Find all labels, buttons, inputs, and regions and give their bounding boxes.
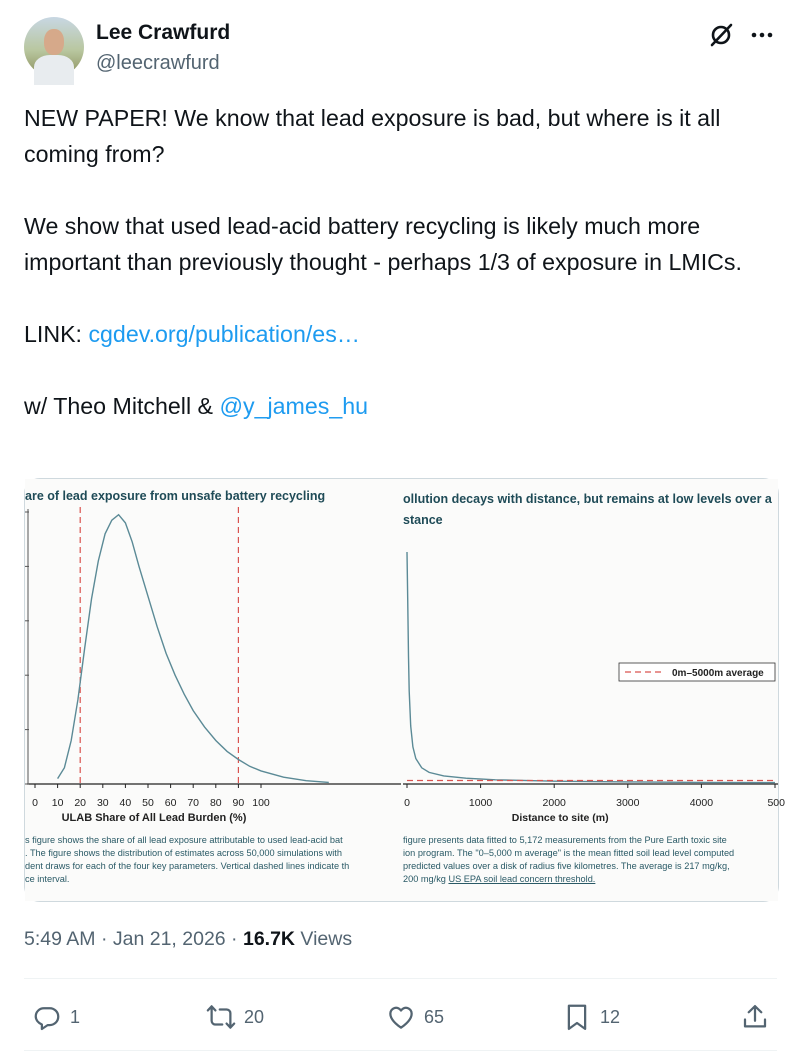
x-tick-label: 90 xyxy=(232,797,245,809)
chart-title-line: stance xyxy=(403,513,443,527)
x-tick-label: 0 xyxy=(32,797,38,809)
x-tick-label: 70 xyxy=(187,797,200,809)
x-tick-label: 3000 xyxy=(616,797,640,809)
divider xyxy=(24,978,777,979)
avatar-face xyxy=(44,29,64,55)
x-tick-label: 80 xyxy=(209,797,222,809)
x-tick-label: 40 xyxy=(119,797,132,809)
tweet-paragraph-1: NEW PAPER! We know that lead exposure is bad, but where is it all coming from? xyxy=(24,105,721,167)
link-prefix: LINK: xyxy=(24,321,89,347)
more-options-icon[interactable] xyxy=(748,22,776,48)
x-tick-label: 500 xyxy=(767,797,785,809)
caption-line: dent draws for each of the four key parameters. Vertical dashed lines indicate th xyxy=(25,861,350,871)
coauthors-prefix: w/ Theo Mitchell & xyxy=(24,393,220,419)
grok-icon[interactable] xyxy=(708,22,734,48)
legend-label: 0m–5000m average xyxy=(672,668,764,679)
x-tick-label: 100 xyxy=(252,797,270,809)
decay-chart xyxy=(403,479,785,824)
density-chart xyxy=(25,479,401,824)
chart-caption xyxy=(403,834,734,886)
tweet-link-line xyxy=(24,316,779,352)
chart-image-right[interactable] xyxy=(403,479,785,901)
reply-button[interactable] xyxy=(32,1000,80,1034)
repost-button[interactable] xyxy=(206,1000,264,1034)
x-tick-label: 30 xyxy=(96,797,109,809)
x-axis-label: Distance to site (m) xyxy=(511,812,609,824)
x-tick-label: 50 xyxy=(142,797,154,809)
tweet-paragraph-2: We show that used lead-acid battery recycling is likely much more important than previously thought - perhaps 1/3 of exposure in LMICs. xyxy=(24,213,742,275)
chart-title-line: ollution decays with distance, but remains at low levels over a xyxy=(403,492,772,506)
bookmark-button[interactable] xyxy=(562,1000,620,1034)
x-tick-label: 1000 xyxy=(468,797,493,809)
author-name[interactable]: Lee Crawfurd xyxy=(96,21,231,44)
reply-count: 1 xyxy=(70,1006,81,1027)
reply-icon xyxy=(32,1002,62,1032)
media-container[interactable] xyxy=(24,478,785,902)
like-count: 65 xyxy=(424,1006,445,1027)
x-tick-label: 60 xyxy=(164,797,177,809)
avatar[interactable] xyxy=(24,17,84,77)
post-time[interactable]: 5:49 AM · Jan 21, 2026 · xyxy=(24,928,243,950)
share-button[interactable] xyxy=(740,1000,770,1034)
chart-image-left[interactable] xyxy=(25,479,401,901)
share-icon xyxy=(740,1002,770,1032)
paper-link[interactable]: cgdev.org/publication/es… xyxy=(88,321,360,347)
views-label: Views xyxy=(295,928,353,950)
caption-line: ce interval. xyxy=(25,874,70,884)
caption-line: predicted values over a disk of radius five kilometres. The average is 217 mg/kg, xyxy=(403,861,730,871)
x-tick-label: 2000 xyxy=(542,797,566,809)
author-handle[interactable]: @leecrawfurd xyxy=(96,52,220,74)
bookmark-icon xyxy=(562,1002,592,1032)
x-axis-label: ULAB Share of All Lead Burden (%) xyxy=(61,812,247,824)
tweet-coauthors-line xyxy=(24,388,779,424)
mention-link[interactable]: @y_james_hu xyxy=(219,393,369,419)
like-button[interactable] xyxy=(386,1000,444,1034)
tweet-timestamp xyxy=(24,928,352,951)
tweet-text xyxy=(24,100,779,424)
bookmark-count: 12 xyxy=(600,1006,621,1027)
x-tick-label: 0 xyxy=(404,797,410,809)
caption-line: . The figure shows the distribution of estimates across 50,000 simulations with xyxy=(25,848,342,858)
chart-title: are of lead exposure from unsafe battery recycling xyxy=(25,489,326,503)
caption-line: s figure shows the share of all lead exposure attributable to used lead-acid bat xyxy=(25,835,343,845)
density-line xyxy=(58,515,329,783)
repost-icon xyxy=(206,1002,236,1032)
x-tick-label: 10 xyxy=(51,797,64,809)
x-tick-label: 4000 xyxy=(689,797,714,809)
heart-icon xyxy=(386,1002,416,1032)
divider xyxy=(24,1050,777,1051)
chart-caption xyxy=(25,834,349,886)
caption-line: figure presents data fitted to 5,172 measurements from the Pure Earth toxic site xyxy=(403,835,727,845)
caption-link[interactable]: US EPA soil lead concern threshold. xyxy=(448,874,596,884)
avatar-shirt xyxy=(34,55,74,85)
caption-line xyxy=(403,873,734,886)
caption-text: 200 mg/kg xyxy=(403,874,449,884)
repost-count: 20 xyxy=(244,1006,265,1027)
caption-line: ion program. The "0–5,000 m average" is the mean fitted soil lead level computed xyxy=(403,848,735,858)
x-tick-label: 20 xyxy=(74,797,87,809)
views-count: 16.7K xyxy=(242,928,296,950)
